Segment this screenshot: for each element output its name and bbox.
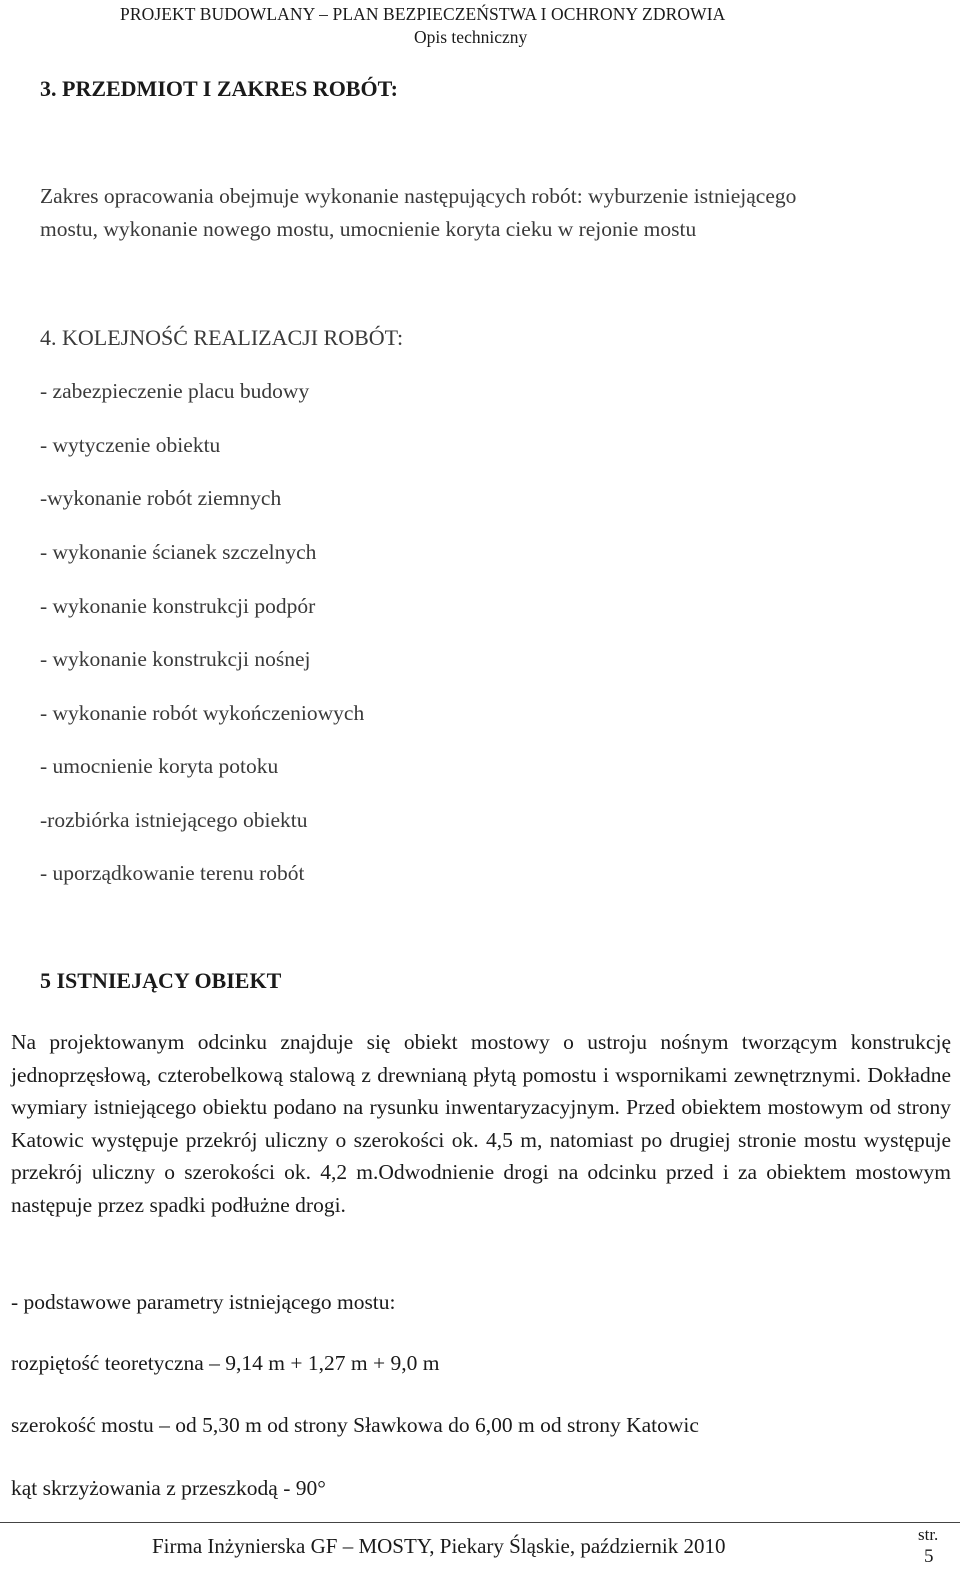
list-item: - wykonanie konstrukcji podpór (40, 594, 316, 618)
list-item: - umocnienie koryta potoku (40, 754, 279, 778)
section-3-text-line-2: mostu, wykonanie nowego mostu, umocnienie koryta cieku w rejonie mostu (40, 217, 697, 241)
parameters-heading: - podstawowe parametry istniejącego mostu: (11, 1290, 396, 1314)
footer-text: Firma Inżynierska GF – MOSTY, Piekary Śląskie, październik 2010 (152, 1534, 726, 1558)
list-item: - wykonanie ścianek szczelnych (40, 540, 317, 564)
section-3-heading: 3. PRZEDMIOT I ZAKRES ROBÓT: (40, 76, 398, 101)
section-4-heading: 4. KOLEJNOŚĆ REALIZACJI ROBÓT: (40, 325, 404, 350)
list-item: -wykonanie robót ziemnych (40, 486, 282, 510)
page-number: 5 (924, 1546, 934, 1567)
list-item: - uporządkowanie terenu robót (40, 861, 305, 885)
footer-divider (0, 1522, 960, 1523)
list-item: - zabezpieczenie placu budowy (40, 379, 310, 403)
list-item: -rozbiórka istniejącego obiektu (40, 808, 308, 832)
parameter-angle: kąt skrzyżowania z przeszkodą - 90° (11, 1476, 326, 1500)
list-item: - wykonanie robót wykończeniowych (40, 701, 365, 725)
page-label: str. (918, 1525, 939, 1544)
parameter-width: szerokość mostu – od 5,30 m od strony Sławkowa do 6,00 m od strony Katowic (11, 1413, 699, 1437)
list-item: - wytyczenie obiektu (40, 433, 221, 457)
list-item: - wykonanie konstrukcji nośnej (40, 647, 311, 671)
document-header-subtitle: Opis techniczny (414, 27, 528, 47)
document-header-title: PROJEKT BUDOWLANY – PLAN BEZPIECZEŃSTWA I OCHRONY ZDROWIA (120, 4, 726, 24)
section-3-text-line-1: Zakres opracowania obejmuje wykonanie następujących robót: wyburzenie istniejącego (40, 184, 797, 208)
section-5-paragraph: Na projektowanym odcinku znajduje się obiekt mostowy o ustroju nośnym tworzącym konstrukcję jednoprzęsłową, czterobelkową stalową z drewnianą płytą pomostu i wspornikami zewnętrznymi. Dokładne wymiary istniejącego obiektu podano na rysunku inwentaryzacyjnym. Przed obiektem mostowym od strony Katowic występuje przekrój uliczny o szerokości ok. 4,5 m, natomiast po drugiej stronie mostu występuje przekrój uliczny o szerokości ok. 4,2 m.Odwodnienie drogi na odcinku przed i za obiektem mostowym następuje przez spadki podłużne drogi. (11, 1030, 951, 1217)
section-5-heading: 5 ISTNIEJĄCY OBIEKT (40, 968, 282, 993)
parameter-span: rozpiętość teoretyczna – 9,14 m + 1,27 m + 9,0 m (11, 1351, 440, 1375)
